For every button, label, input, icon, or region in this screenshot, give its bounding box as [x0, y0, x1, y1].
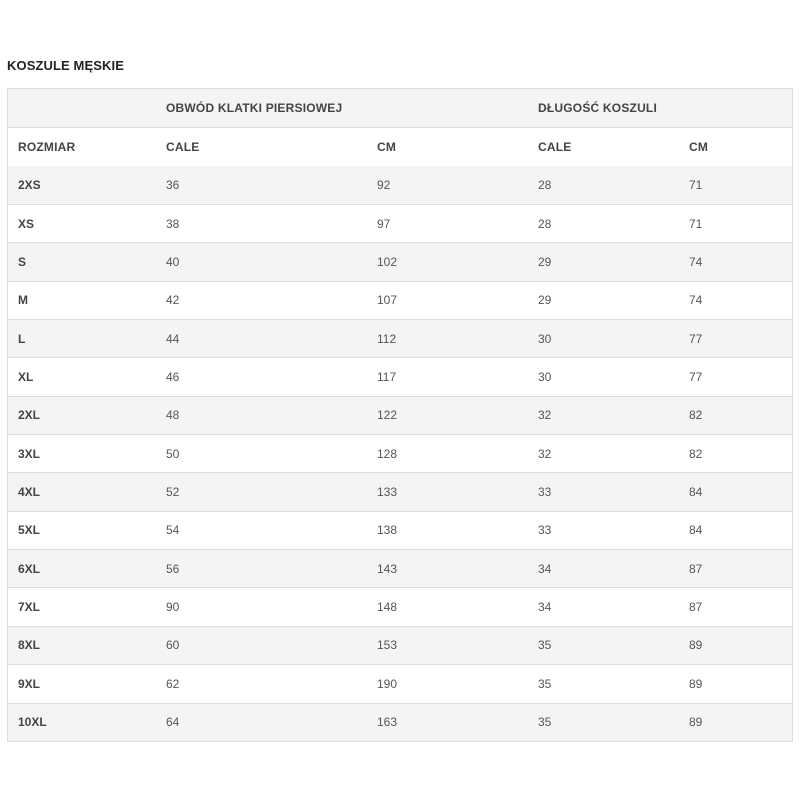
chest-cm-cell: 163 — [377, 715, 398, 730]
size-cell: 6XL — [18, 561, 41, 576]
length-cm-cell: 82 — [689, 408, 703, 423]
size-cell: XL — [18, 370, 34, 385]
length-cm-cell: 89 — [689, 676, 703, 691]
chest-inches-cell: 54 — [166, 523, 180, 538]
size-cell: 10XL — [18, 715, 47, 730]
size-cell: 2XS — [18, 177, 41, 192]
table-row — [8, 511, 792, 549]
chest-inches-cell: 42 — [166, 293, 180, 308]
chest-cm-cell: 138 — [377, 523, 398, 538]
length-inches-cell: 34 — [538, 600, 552, 615]
chest-cm-cell: 133 — [377, 485, 398, 500]
table-row — [8, 703, 792, 741]
length-inches-cell: 33 — [538, 523, 552, 538]
length-cm-cell: 74 — [689, 293, 703, 308]
length-cm-cell: 84 — [689, 485, 703, 500]
table-row — [8, 472, 792, 510]
length-inches-cell: 32 — [538, 446, 552, 461]
size-cell: 5XL — [18, 523, 41, 538]
table-column-header-row — [8, 127, 792, 165]
length-cm-cell: 84 — [689, 523, 703, 538]
chest-cm-cell: 117 — [377, 370, 397, 385]
size-cell: 9XL — [18, 676, 41, 691]
length-inches-cell: 28 — [538, 216, 552, 231]
chest-cm-cell: 97 — [377, 216, 391, 231]
length-inches-cell: 29 — [538, 293, 552, 308]
table-row — [8, 242, 792, 280]
size-cell: 7XL — [18, 600, 41, 615]
chest-cm-cell: 107 — [377, 293, 398, 308]
size-cell: XS — [18, 216, 35, 231]
table-row — [8, 319, 792, 357]
table-row — [8, 396, 792, 434]
chest-inches-cell: 36 — [166, 177, 180, 192]
chest-inches-cell: 60 — [166, 638, 180, 653]
size-cell: M — [18, 293, 28, 308]
table-body — [8, 166, 792, 741]
column-header-chest-cm: CM — [377, 140, 397, 155]
chest-cm-cell: 102 — [377, 255, 398, 270]
chest-inches-cell: 40 — [166, 255, 180, 270]
chest-inches-cell: 62 — [166, 676, 180, 691]
length-group-header: DŁUGOŚĆ KOSZULI — [538, 101, 657, 116]
chest-cm-cell: 122 — [377, 408, 398, 423]
chest-inches-cell: 56 — [166, 561, 180, 576]
length-inches-cell: 32 — [538, 408, 552, 423]
length-cm-cell: 87 — [689, 561, 703, 576]
table-row — [8, 626, 792, 664]
length-inches-cell: 28 — [538, 177, 552, 192]
chest-inches-cell: 48 — [166, 408, 180, 423]
length-cm-cell: 87 — [689, 600, 703, 615]
table-row — [8, 166, 792, 204]
column-header-length-cm: CM — [689, 140, 709, 155]
table-row — [8, 281, 792, 319]
length-cm-cell: 77 — [689, 331, 703, 346]
length-inches-cell: 35 — [538, 715, 552, 730]
chest-cm-cell: 153 — [377, 638, 398, 653]
page-title: KOSZULE MĘSKIE — [7, 58, 124, 73]
length-cm-cell: 89 — [689, 638, 703, 653]
size-cell: 8XL — [18, 638, 41, 653]
chest-cm-cell: 128 — [377, 446, 398, 461]
length-inches-cell: 29 — [538, 255, 552, 270]
chest-cm-cell: 190 — [377, 676, 398, 691]
table-row — [8, 204, 792, 242]
length-inches-cell: 30 — [538, 331, 552, 346]
table-group-header-row — [8, 89, 792, 127]
length-inches-cell: 30 — [538, 370, 552, 385]
length-cm-cell: 71 — [689, 216, 703, 231]
column-header-length-inches: CALE — [538, 140, 572, 155]
size-chart-table — [7, 88, 793, 742]
size-cell: S — [18, 255, 27, 270]
length-cm-cell: 89 — [689, 715, 703, 730]
length-inches-cell: 35 — [538, 638, 552, 653]
chest-cm-cell: 92 — [377, 177, 391, 192]
length-inches-cell: 34 — [538, 561, 552, 576]
length-inches-cell: 33 — [538, 485, 552, 500]
chest-group-header: OBWÓD KLATKI PIERSIOWEJ — [166, 101, 343, 116]
table-row — [8, 664, 792, 702]
chest-cm-cell: 148 — [377, 600, 398, 615]
table-row — [8, 434, 792, 472]
chest-inches-cell: 52 — [166, 485, 180, 500]
table-row — [8, 587, 792, 625]
table-row — [8, 549, 792, 587]
column-header-chest-inches: CALE — [166, 140, 200, 155]
length-cm-cell: 74 — [689, 255, 703, 270]
chest-inches-cell: 46 — [166, 370, 180, 385]
chest-inches-cell: 64 — [166, 715, 180, 730]
chest-inches-cell: 38 — [166, 216, 180, 231]
size-cell: 2XL — [18, 408, 41, 423]
size-cell: L — [18, 331, 26, 346]
chest-inches-cell: 44 — [166, 331, 180, 346]
size-cell: 3XL — [18, 446, 41, 461]
size-cell: 4XL — [18, 485, 41, 500]
chest-inches-cell: 90 — [166, 600, 180, 615]
length-cm-cell: 71 — [689, 177, 703, 192]
length-cm-cell: 77 — [689, 370, 703, 385]
column-header-size: ROZMIAR — [18, 140, 76, 155]
table-row — [8, 357, 792, 395]
chest-cm-cell: 112 — [377, 331, 397, 346]
length-inches-cell: 35 — [538, 676, 552, 691]
length-cm-cell: 82 — [689, 446, 703, 461]
chest-inches-cell: 50 — [166, 446, 180, 461]
chest-cm-cell: 143 — [377, 561, 398, 576]
